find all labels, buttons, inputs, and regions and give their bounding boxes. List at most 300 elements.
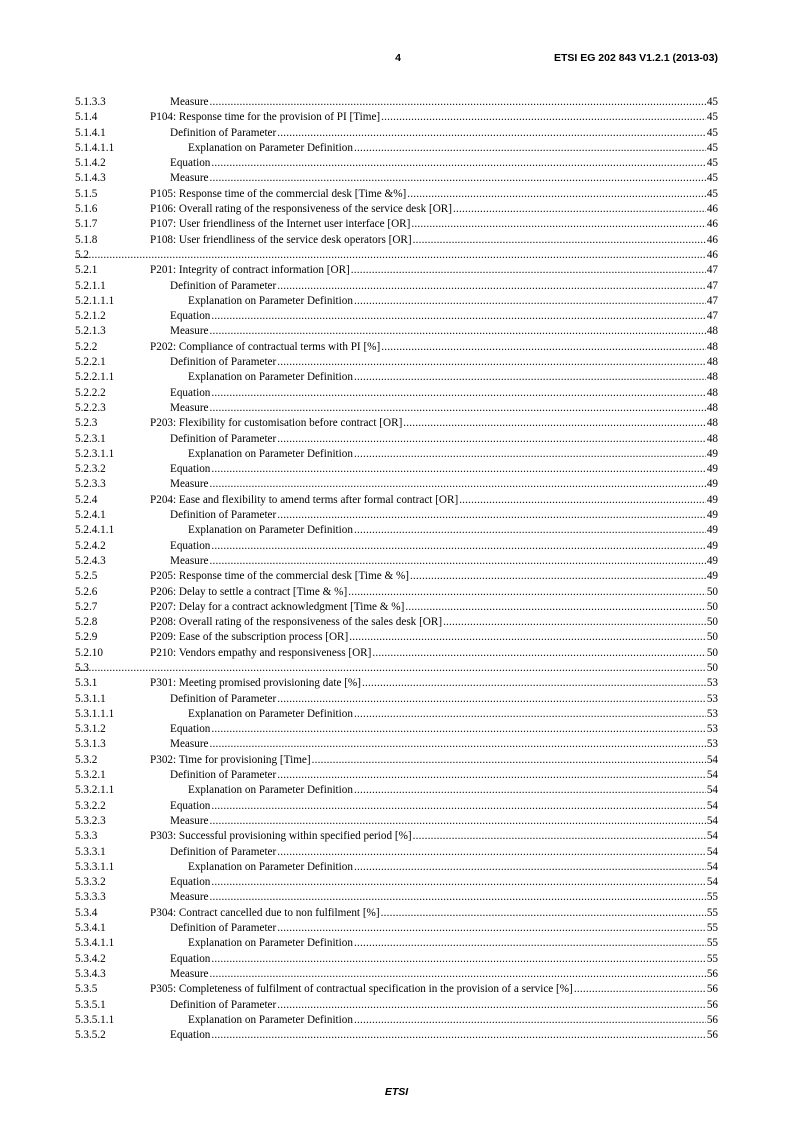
dot-leader [210,890,706,905]
toc-entry-title: Definition of Parameter [170,126,277,141]
toc-entry-title: P104: Response time for the provision of PI [Time] [150,110,381,125]
toc-entry-page: 56 [706,967,718,980]
dot-leader [351,263,706,278]
toc-entry-page: 46 [706,203,718,216]
toc-entry-page: 53 [706,723,718,736]
toc-entry-number: 5.2.5 [75,570,98,583]
toc-entry-number: 5.1.5 [75,187,98,200]
toc-entry-number: 5.2.2.1 [75,356,106,369]
toc-entry-title: Measure [170,737,210,752]
toc-entry-number: 5.2.3.3 [75,478,106,491]
dot-leader [210,95,706,110]
toc-entry-page: 45 [706,187,718,200]
page-number: 4 [395,52,401,64]
toc-entry-number: 5.3.1.1.1 [75,707,115,720]
dot-leader [277,921,706,936]
toc-entry[interactable] [75,1028,718,1043]
dot-leader [372,646,705,661]
toc-entry-number: 5.1.7 [75,218,98,231]
toc-entry-title: P203: Flexibility for customisation before contract [OR] [150,416,403,431]
toc-entry-title: Explanation on Parameter Definition [188,141,354,156]
toc-entry[interactable] [75,523,718,538]
dot-leader [211,952,705,967]
toc-entry-number: 5.3.4 [75,906,98,919]
toc-entry[interactable] [75,110,718,125]
toc-entry-number: 5.3 [75,661,89,674]
toc-entry-page: 46 [706,248,718,261]
toc-entry-page: 54 [706,784,718,797]
toc-entry-page: 54 [706,769,718,782]
toc-entry[interactable] [75,156,718,171]
toc-entry[interactable] [75,982,718,997]
toc-entry[interactable] [75,187,718,202]
toc-entry-title: Measure [170,324,210,339]
toc-entry-number: 5.3.4.1.1 [75,937,115,950]
toc-entry-page: 55 [706,937,718,950]
dot-leader [75,661,706,676]
toc-entry-title: Measure [170,401,210,416]
dot-leader [277,279,706,294]
toc-entry[interactable] [75,952,718,967]
toc-entry-title: Equation [170,386,211,401]
toc-entry[interactable] [75,340,718,355]
toc-entry-page: 56 [706,1029,718,1042]
document-id: ETSI EG 202 843 V1.2.1 (2013-03) [553,52,718,64]
toc-entry[interactable] [75,309,718,324]
dot-leader [277,508,706,523]
toc-entry-title: P202: Compliance of contractual terms with PI [%] [150,340,381,355]
toc-entry[interactable] [75,294,718,309]
toc-entry-number: 5.2.2.2 [75,386,106,399]
toc-entry-number: 5.3.1.1 [75,692,106,705]
toc-entry-page: 45 [706,126,718,139]
toc-entry-page: 53 [706,677,718,690]
toc-entry[interactable] [75,416,718,431]
toc-entry[interactable] [75,477,718,492]
toc-entry-title: P206: Delay to settle a contract [Time & %] [150,585,348,600]
toc-entry-page: 48 [706,325,718,338]
dot-leader [210,401,706,416]
dot-leader [453,202,706,217]
toc-entry-page: 50 [706,646,718,659]
toc-entry-page: 48 [706,356,718,369]
toc-entry[interactable] [75,630,718,645]
toc-entry-page: 55 [706,922,718,935]
toc-entry-title: Explanation on Parameter Definition [188,447,354,462]
toc-entry-title: P205: Response time of the commercial desk [Time & %] [150,569,410,584]
toc-entry-page: 48 [706,340,718,353]
dot-leader [277,692,706,707]
toc-entry-number: 5.3.2.1 [75,769,106,782]
toc-entry-page: 49 [706,524,718,537]
toc-entry-number: 5.3.5.1.1 [75,1013,115,1026]
dot-leader [277,126,706,141]
dot-leader [354,783,706,798]
toc-entry[interactable] [75,355,718,370]
toc-entry-page: 47 [706,310,718,323]
toc-entry-page: 49 [706,478,718,491]
toc-entry-page: 46 [706,218,718,231]
toc-entry-number: 5.1.8 [75,233,98,246]
toc-entry-page: 54 [706,845,718,858]
toc-entry-title: P208: Overall rating of the responsiveness of the sales desk [OR] [150,615,443,630]
toc-entry-page: 47 [706,294,718,307]
toc-entry[interactable] [75,462,718,477]
toc-entry[interactable] [75,141,718,156]
toc-entry-page: 47 [706,264,718,277]
toc-entry-title: Measure [170,95,210,110]
toc-entry-number: 5.2.1.1.1 [75,294,115,307]
toc-entry-number: 5.1.3.3 [75,96,106,108]
dot-leader [211,539,705,554]
toc-entry[interactable] [75,126,718,141]
toc-entry[interactable] [75,783,718,798]
dot-leader [354,1013,706,1028]
toc-entry-number: 5.2.4 [75,493,98,506]
toc-entry[interactable] [75,248,718,263]
toc-entry[interactable] [75,233,718,248]
dot-leader [75,248,706,263]
toc-entry-page: 45 [706,157,718,170]
toc-entry-page: 49 [706,509,718,522]
toc-entry[interactable] [75,447,718,462]
dot-leader [348,585,706,600]
dot-leader [312,753,706,768]
toc-entry-number: 5.2.1.2 [75,310,106,323]
toc-entry[interactable] [75,860,718,875]
toc-entry-title: P105: Response time of the commercial desk [Time &%] [150,187,407,202]
toc-entry[interactable] [75,493,718,508]
dot-leader [354,447,706,462]
toc-entry-page: 56 [706,1013,718,1026]
toc-entry[interactable] [75,676,718,691]
dot-leader [354,294,706,309]
toc-entry-page: 55 [706,906,718,919]
toc-entry[interactable] [75,998,718,1013]
dot-leader [277,998,706,1013]
toc-entry-number: 5.2.1 [75,264,98,277]
toc-entry-page: 50 [706,661,718,674]
toc-entry-title: Equation [170,1028,211,1043]
toc-entry-title: P305: Completeness of fulfilment of contractual specification in the provision of a service [%] [150,982,574,997]
toc-entry-title: Equation [170,875,211,890]
toc-entry-page: 45 [706,141,718,154]
toc-entry-number: 5.2.9 [75,631,98,644]
dot-leader [211,1028,705,1043]
toc-entry-number: 5.1.4.1.1 [75,141,115,154]
toc-entry[interactable] [75,508,718,523]
toc-entry[interactable] [75,615,718,630]
toc-entry-page: 49 [706,493,718,506]
toc-entry[interactable] [75,737,718,752]
dot-leader [277,355,706,370]
dot-leader [210,324,706,339]
table-of-contents [75,95,718,1043]
toc-entry-title: P302: Time for provisioning [Time] [150,753,312,768]
dot-leader [362,676,706,691]
dot-leader [413,829,706,844]
toc-entry-title: Equation [170,952,211,967]
toc-entry[interactable] [75,279,718,294]
toc-entry-number: 5.2.10 [75,646,103,659]
dot-leader [354,370,706,385]
toc-entry[interactable] [75,1013,718,1028]
toc-entry-number: 5.2.1.3 [75,325,106,338]
dot-leader [349,630,706,645]
toc-entry[interactable] [75,324,718,339]
dot-leader [210,814,706,829]
toc-entry-number: 5.2.2 [75,340,98,353]
toc-entry-page: 49 [706,539,718,552]
toc-entry-number: 5.1.4 [75,111,98,124]
toc-entry-number: 5.2.7 [75,600,98,613]
toc-entry-page: 50 [706,585,718,598]
toc-entry-number: 5.2.4.1.1 [75,524,115,537]
toc-entry[interactable] [75,401,718,416]
page-header [0,52,793,68]
toc-entry-number: 5.3.2.3 [75,814,106,827]
toc-entry-title: P207: Delay for a contract acknowledgment [Time & %] [150,600,405,615]
toc-entry[interactable] [75,967,718,982]
dot-leader [211,156,705,171]
toc-entry-page: 48 [706,371,718,384]
dot-leader [210,477,706,492]
toc-entry-title: Equation [170,539,211,554]
toc-entry[interactable] [75,814,718,829]
toc-entry-page: 49 [706,570,718,583]
dot-leader [354,707,706,722]
dot-leader [210,737,706,752]
toc-entry-page: 48 [706,386,718,399]
toc-entry-number: 5.3.4.3 [75,967,106,980]
dot-leader [211,799,705,814]
toc-entry-page: 45 [706,96,718,108]
toc-entry[interactable] [75,661,718,676]
toc-entry-title: Equation [170,799,211,814]
toc-entry-title: Measure [170,554,210,569]
toc-entry-title: P107: User friendliness of the Internet user interface [OR] [150,217,411,232]
toc-entry[interactable] [75,569,718,584]
toc-entry-title: P106: Overall rating of the responsiveness of the service desk [OR] [150,202,453,217]
toc-entry-number: 5.2.3.1 [75,432,106,445]
toc-entry[interactable] [75,585,718,600]
toc-entry-number: 5.3.2 [75,753,98,766]
toc-entry-title: Explanation on Parameter Definition [188,707,354,722]
toc-entry-title: P209: Ease of the subscription process [OR] [150,630,349,645]
toc-entry[interactable] [75,646,718,661]
toc-entry-page: 54 [706,753,718,766]
toc-entry[interactable] [75,936,718,951]
toc-entry-page: 48 [706,432,718,445]
toc-entry[interactable] [75,432,718,447]
dot-leader [354,860,706,875]
toc-entry-title: Equation [170,722,211,737]
toc-entry-number: 5.3.5 [75,983,98,996]
toc-entry-title: Explanation on Parameter Definition [188,860,354,875]
dot-leader [443,615,706,630]
toc-entry[interactable] [75,600,718,615]
toc-entry-number: 5.3.3.2 [75,876,106,889]
dot-leader [211,875,705,890]
toc-entry-title: P303: Successful provisioning within specified period [%] [150,829,413,844]
toc-entry[interactable] [75,722,718,737]
toc-entry-title: Explanation on Parameter Definition [188,523,354,538]
toc-entry[interactable] [75,95,718,110]
toc-entry[interactable] [75,829,718,844]
toc-entry-number: 5.2.3.2 [75,463,106,476]
dot-leader [411,217,705,232]
dot-leader [210,554,706,569]
dot-leader [459,493,706,508]
dot-leader [277,845,706,860]
toc-entry-page: 49 [706,447,718,460]
toc-entry-number: 5.3.3.1 [75,845,106,858]
toc-entry-number: 5.3.5.2 [75,1029,106,1042]
toc-entry-title: Explanation on Parameter Definition [188,936,354,951]
dot-leader [381,906,706,921]
dot-leader [211,462,705,477]
dot-leader [210,967,706,982]
toc-entry[interactable] [75,799,718,814]
toc-entry-number: 5.2.6 [75,585,98,598]
toc-entry[interactable] [75,875,718,890]
toc-entry-number: 5.2.2.1.1 [75,371,115,384]
toc-entry-page: 56 [706,998,718,1011]
toc-entry-number: 5.3.4.1 [75,922,106,935]
dot-leader [410,569,706,584]
toc-entry-page: 50 [706,631,718,644]
toc-entry-title: Equation [170,156,211,171]
toc-entry[interactable] [75,217,718,232]
toc-entry-page: 54 [706,830,718,843]
toc-entry-title: Definition of Parameter [170,845,277,860]
toc-entry[interactable] [75,692,718,707]
toc-entry-title: Explanation on Parameter Definition [188,1013,354,1028]
toc-entry[interactable] [75,370,718,385]
toc-entry-page: 45 [706,172,718,185]
dot-leader [211,386,705,401]
toc-entry-page: 55 [706,952,718,965]
toc-entry-page: 46 [706,233,718,246]
dot-leader [354,141,706,156]
toc-entry-number: 5.2.3.1.1 [75,447,115,460]
dot-leader [211,722,705,737]
toc-entry-number: 5.2.2.3 [75,401,106,414]
toc-entry[interactable] [75,753,718,768]
toc-entry-title: Definition of Parameter [170,768,277,783]
toc-entry-title: P204: Ease and flexibility to amend terms after formal contract [OR] [150,493,459,508]
toc-entry-number: 5.1.4.2 [75,157,106,170]
toc-entry-page: 45 [706,111,718,124]
toc-entry-title: Equation [170,462,211,477]
toc-entry-title: Explanation on Parameter Definition [188,783,354,798]
toc-entry-page: 49 [706,463,718,476]
toc-entry-number: 5.1.4.1 [75,126,106,139]
toc-entry-number: 5.3.4.2 [75,952,106,965]
toc-entry-title: Definition of Parameter [170,432,277,447]
toc-entry[interactable] [75,845,718,860]
toc-entry-title: Definition of Parameter [170,921,277,936]
dot-leader [403,416,706,431]
toc-entry-title: Definition of Parameter [170,692,277,707]
toc-entry-number: 5.2.4.3 [75,554,106,567]
dot-leader [381,110,706,125]
toc-entry-number: 5.3.3.1.1 [75,860,115,873]
toc-entry-title: P201: Integrity of contract information [OR] [150,263,351,278]
toc-entry-page: 54 [706,876,718,889]
toc-entry-title: Definition of Parameter [170,355,277,370]
dot-leader [405,600,705,615]
toc-entry-title: P301: Meeting promised provisioning date [%] [150,676,362,691]
toc-entry-title: Definition of Parameter [170,998,277,1013]
toc-entry[interactable] [75,906,718,921]
toc-entry-number: 5.1.4.3 [75,172,106,185]
toc-entry-title: P304: Contract cancelled due to non fulfilment [%] [150,906,381,921]
toc-entry-page: 50 [706,616,718,629]
toc-entry-number: 5.3.2.2 [75,799,106,812]
dot-leader [277,768,706,783]
toc-entry-title: Definition of Parameter [170,508,277,523]
toc-entry-number: 5.1.6 [75,203,98,216]
toc-entry[interactable] [75,768,718,783]
toc-entry-number: 5.3.1 [75,677,98,690]
dot-leader [574,982,706,997]
dot-leader [210,171,706,186]
dot-leader [211,309,705,324]
toc-entry[interactable] [75,171,718,186]
toc-entry[interactable] [75,263,718,278]
toc-entry[interactable] [75,202,718,217]
toc-entry-page: 53 [706,738,718,751]
toc-entry[interactable] [75,890,718,905]
toc-entry-number: 5.3.1.3 [75,738,106,751]
toc-entry-number: 5.2.4.1 [75,509,106,522]
footer-etsi-label: ETSI [384,1086,409,1098]
toc-entry-page: 55 [706,891,718,904]
toc-entry-title: Measure [170,477,210,492]
toc-entry-page: 53 [706,692,718,705]
toc-entry-page: 56 [706,983,718,996]
toc-entry-title: Equation [170,309,211,324]
toc-entry-number: 5.2 [75,248,89,261]
dot-leader [381,340,706,355]
toc-entry-number: 5.2.1.1 [75,279,106,292]
toc-entry[interactable] [75,554,718,569]
dot-leader [354,523,706,538]
toc-entry-title: Measure [170,967,210,982]
toc-entry-page: 50 [706,600,718,613]
toc-entry-title: Measure [170,890,210,905]
dot-leader [413,233,706,248]
toc-entry-page: 54 [706,814,718,827]
dot-leader [407,187,706,202]
dot-leader [354,936,706,951]
toc-entry[interactable] [75,921,718,936]
toc-entry-number: 5.2.4.2 [75,539,106,552]
toc-entry-title: Explanation on Parameter Definition [188,370,354,385]
toc-entry-number: 5.2.8 [75,616,98,629]
toc-entry-title: Measure [170,814,210,829]
toc-entry-page: 53 [706,707,718,720]
toc-entry-number: 5.3.2.1.1 [75,784,115,797]
toc-entry-title: Explanation on Parameter Definition [188,294,354,309]
toc-entry-title: P210: Vendors empathy and responsiveness [OR] [150,646,372,661]
toc-entry-title: P108: User friendliness of the service desk operators [OR] [150,233,413,248]
toc-entry[interactable] [75,386,718,401]
toc-entry-number: 5.2.3 [75,417,98,430]
toc-entry[interactable] [75,539,718,554]
toc-entry[interactable] [75,707,718,722]
